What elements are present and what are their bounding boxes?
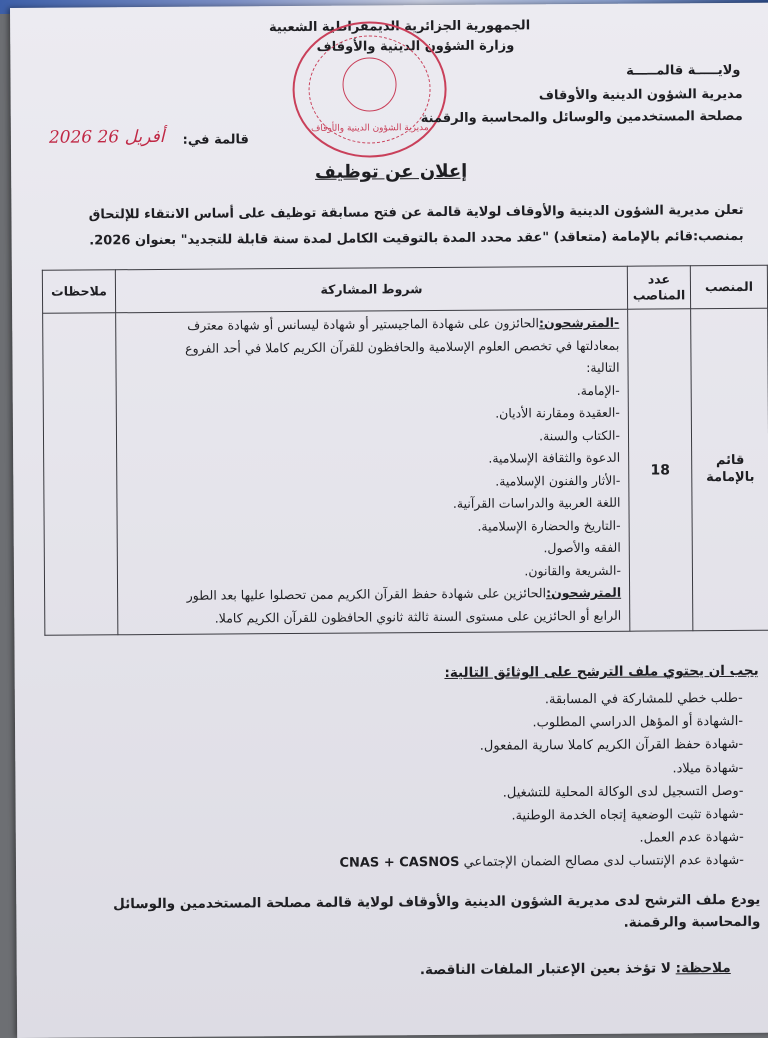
stamp-text: مديرية الشؤون الدينية والأوقاف — [311, 123, 429, 134]
date-label: قالمة في: — [182, 132, 249, 148]
branch-item: الفقه والأصول. — [543, 539, 621, 556]
branch-item: -التاريخ والحضارة الإسلامية. — [477, 517, 621, 534]
note-text: لا تؤخذ بعين الإعتبار الملفات الناقصة. — [419, 960, 676, 979]
deposit-instructions: يودع ملف الترشح لدى مديرية الشؤون الدينية والأوقاف لولاية قالمة مصلحة المستخدمين والوسائل والمحاسبة والرقمنة. — [113, 891, 761, 931]
table-header-row — [42, 265, 767, 313]
condition-2-label: المترشحون: — [545, 584, 622, 601]
list-item: -شهادة تثبت الوضعية إتجاه الخدمة الوطنية. — [511, 806, 744, 824]
condition-1-cont-b: التالية: — [586, 359, 620, 375]
branch-item: الدعوة والثقافة الإسلامية. — [488, 449, 621, 466]
header-post: المنصب — [690, 265, 767, 309]
header-conditions: شروط المشاركة — [115, 266, 627, 313]
list-item — [339, 849, 744, 875]
branch-item: -الكتاب والسنة. — [539, 427, 621, 443]
note — [420, 960, 731, 978]
condition-1 — [120, 312, 619, 338]
note-label: ملاحظة: — [675, 959, 731, 977]
condition-1-text: الحائزون على شهادة الماجيستير أو شهادة ليسانس أو شهادة معترف — [187, 315, 540, 333]
header-ministry: وزارة الشؤون الدينية والأوقاف — [316, 38, 515, 55]
documents-list — [338, 687, 744, 875]
page-title: إعلان عن توظيف — [314, 160, 468, 183]
branch-item: -الإمامة. — [576, 382, 620, 398]
documents-title: يجب ان يحتوي ملف الترشح على الوثائق التالية: — [444, 662, 759, 681]
list-item: -شهادة عدم العمل. — [639, 830, 744, 846]
positions-table — [42, 265, 768, 636]
branch-item: -الشريعة والقانون. — [524, 562, 621, 578]
header-count: عدد المناصب — [627, 266, 690, 309]
cell-count: 18 — [628, 309, 693, 631]
stamp-emblem-icon — [342, 57, 396, 111]
cell-notes — [43, 313, 118, 636]
handwritten-date: 2026 أفريل 26 — [48, 126, 165, 148]
header-notes: ملاحظات — [42, 270, 115, 314]
cnas-casnos-label: CNAS + CASNOS — [339, 855, 460, 872]
list-item-text: -شهادة عدم الإنتساب لدى مصالح الضمان الإجتماعي — [463, 853, 745, 871]
official-stamp — [292, 21, 447, 158]
list-item: -طلب خطي للمشاركة في المسابقة. — [544, 690, 743, 708]
branch-item: -العقيدة ومقارنة الأديان. — [495, 404, 620, 421]
header-republic: الجمهورية الجزائرية الديمقراطية الشعبية — [268, 18, 531, 36]
cell-conditions — [116, 309, 630, 635]
list-item: -شهادة حفظ القرآن الكريم كاملا سارية المفعول. — [479, 737, 744, 755]
header-directorate: مديرية الشؤون الدينية والأوقاف — [538, 86, 743, 104]
condition-1-cont-a: بمعادلتها في تخصص العلوم الإسلامية والحافظون للقرآن الكريم كاملا في أحد الفروع — [185, 337, 620, 356]
branch-item: -الأثار والفنون الإسلامية. — [495, 472, 621, 489]
condition-2-cont: الرابع أو الحائزين على مستوى السنة ثالثة ثانوي الحافظون للقرآن الكريم كاملا. — [214, 607, 622, 626]
table-row — [43, 308, 768, 635]
list-item: -شهادة ميلاد. — [672, 760, 744, 777]
list-item: -الشهادة أو المؤهل الدراسي المطلوب. — [532, 714, 744, 731]
header-wilaya: ولايـــــة قالمـــــة — [626, 62, 741, 79]
cell-post: قائم بالإمامة — [691, 308, 768, 631]
branch-item: اللغة العربية والدراسات القرآنية. — [452, 494, 621, 511]
list-item: -وصل التسجيل لدى الوكالة المحلية للتشغيل. — [502, 783, 744, 801]
header-service: مصلحة المستخدمين والوسائل والمحاسبة والرقمنة — [420, 108, 743, 127]
intro-line-2: بمنصب:قائم بالإمامة (متعاقد) "عقد محدد المدة بالتوقيت الكامل لمدة سنة قابلة للتجديد" بعنوان 2026. — [89, 228, 744, 249]
condition-2-text: الحائزين على شهادة حفظ القرآن الكريم ممن تحصلوا عليها بعد الطور — [186, 585, 547, 603]
announcement-document — [10, 3, 768, 1038]
condition-2 — [122, 582, 621, 608]
intro-line-1: تعلن مديرية الشؤون الدينية والأوقاف لولاية قالمة عن فتح مسابقة توظيف على أساس الانتقاء للإلتحاق — [88, 202, 744, 223]
condition-1-label: -المترشحون: — [538, 314, 620, 331]
